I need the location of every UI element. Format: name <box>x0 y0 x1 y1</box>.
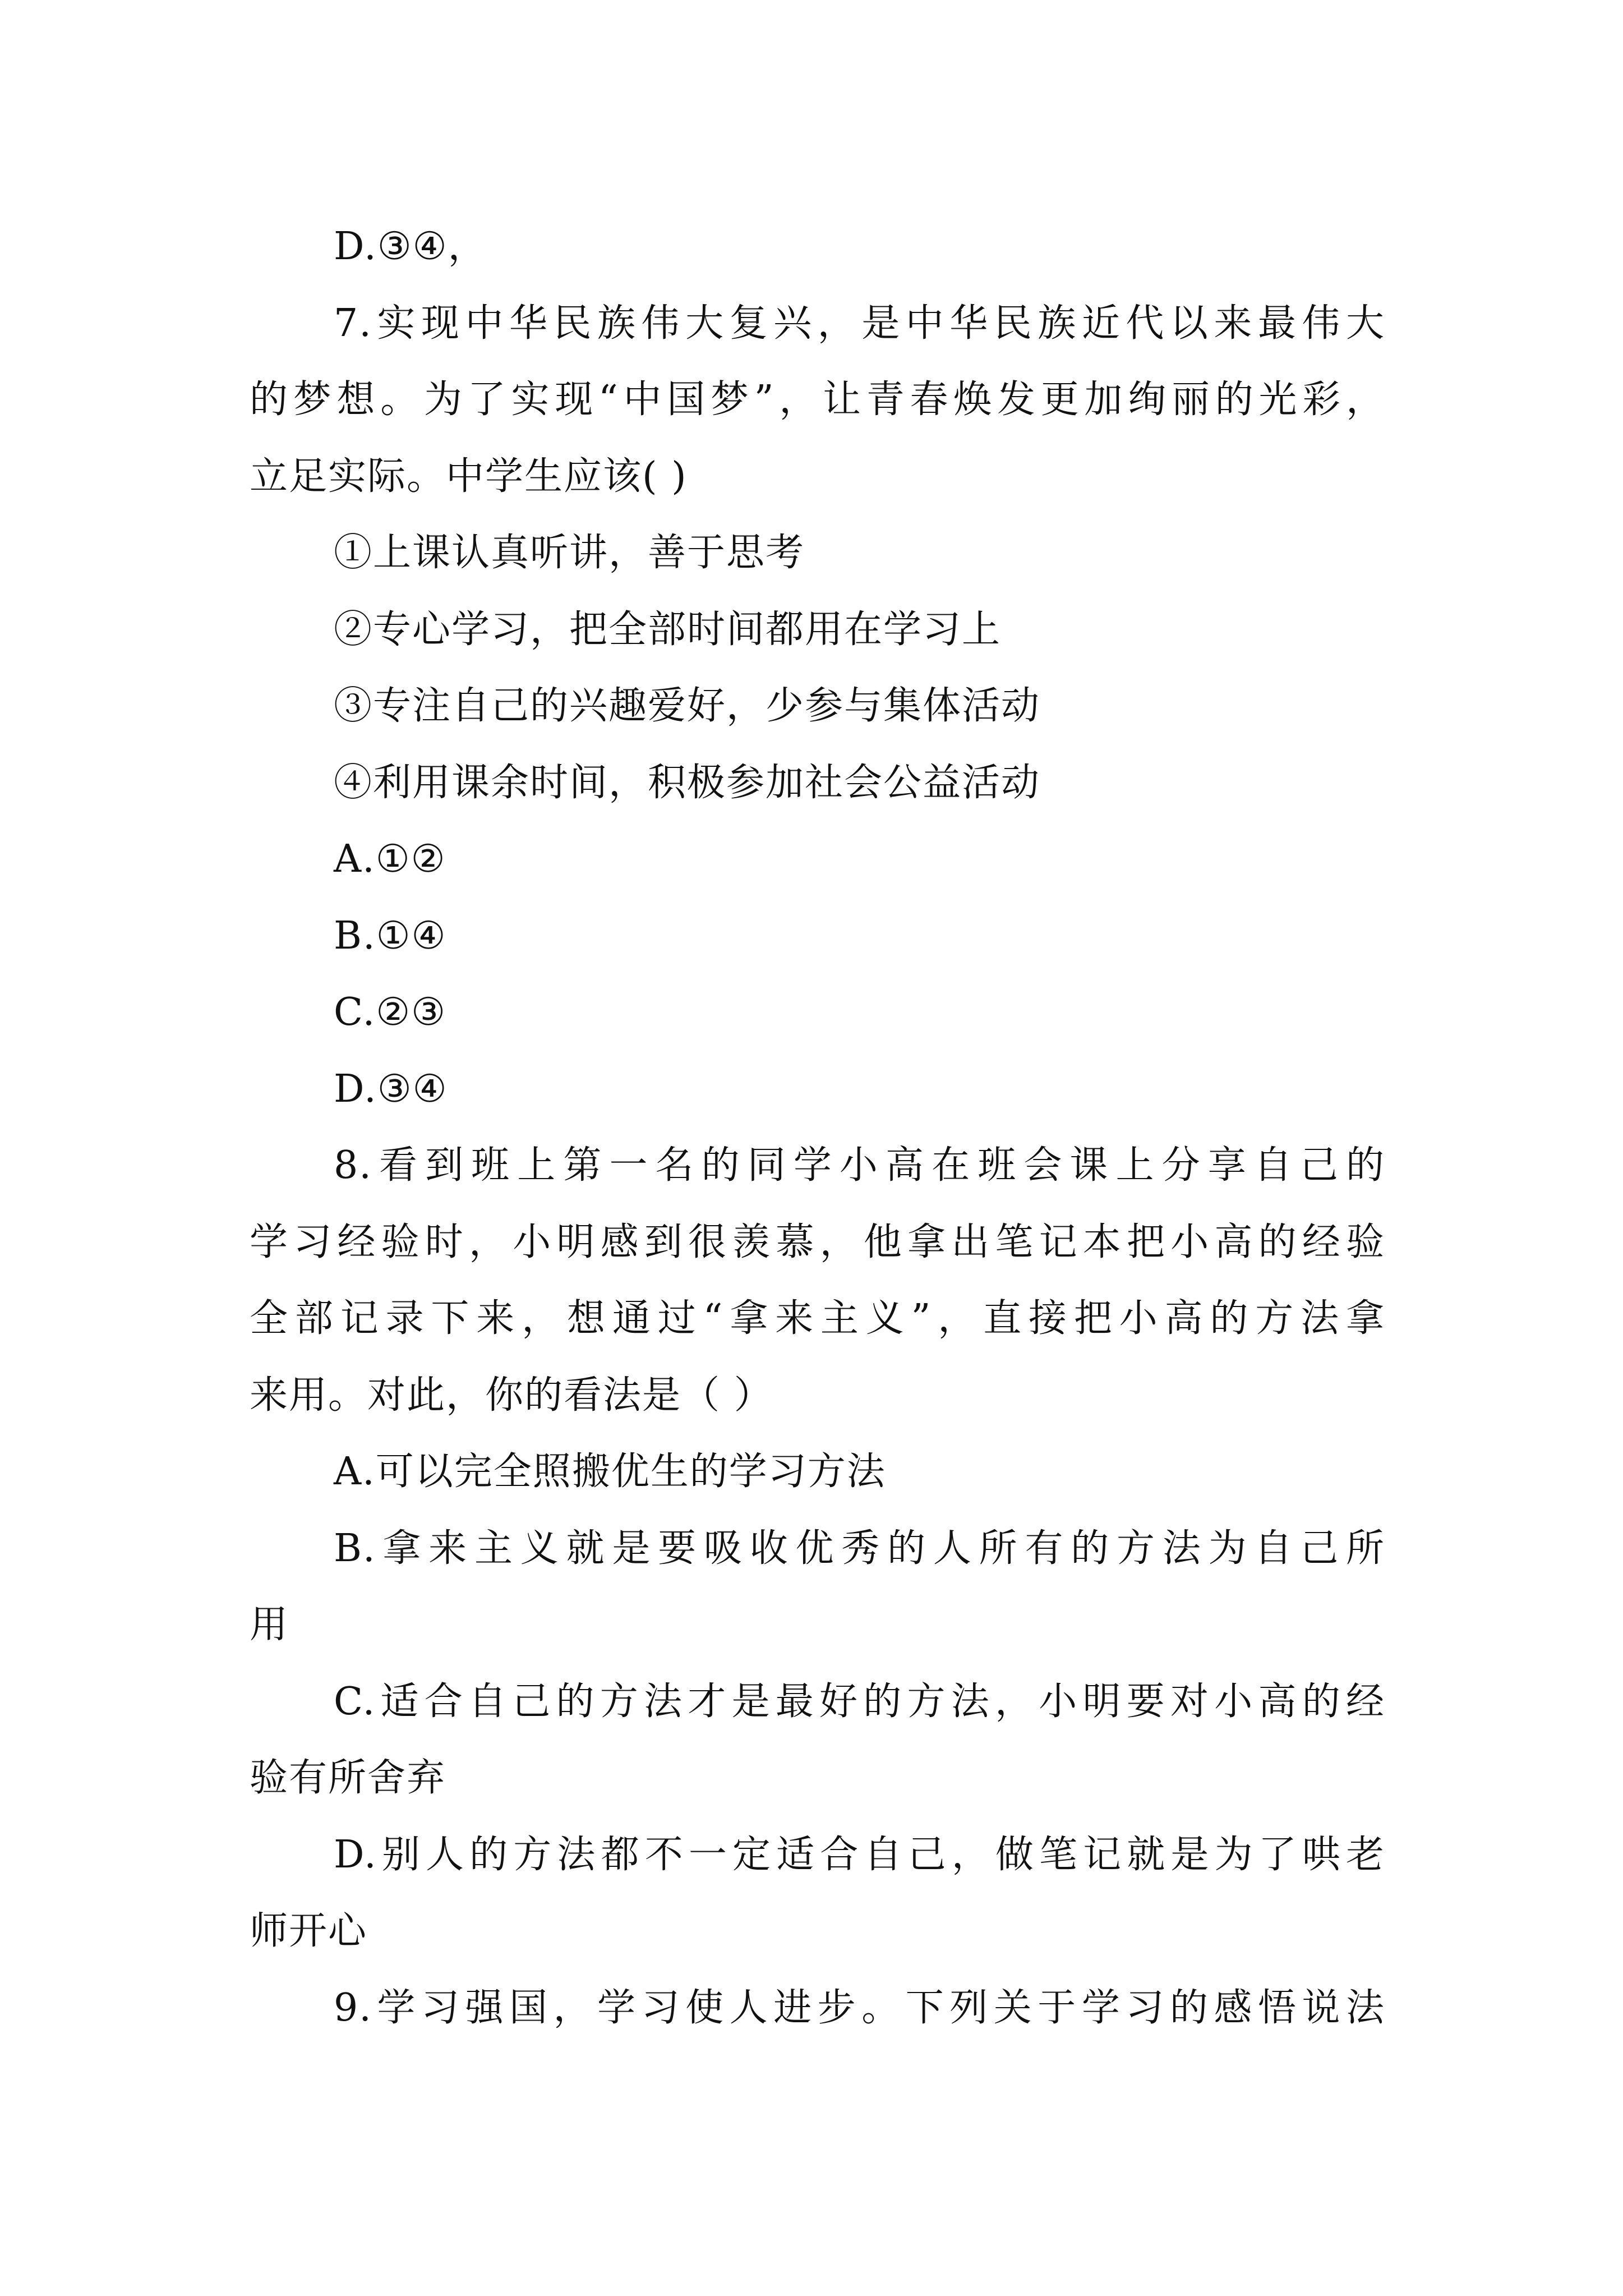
text-line: A.①② <box>334 837 446 881</box>
text-line: 全部记录下来，想通过“拿来主义”，直接把小高的方法拿 <box>250 1296 1385 1341</box>
text-line: ①上课认真听讲，善于思考 <box>334 531 805 575</box>
text-line: D.别人的方法都不一定适合自己，做笔记就是为了哄老 <box>334 1832 1385 1877</box>
text-line: 来用。对此，你的看法是（ ） <box>250 1373 773 1418</box>
text-line: 验有所舍弃 <box>250 1756 446 1800</box>
text-line: ④利用课余时间，积极参加社会公益活动 <box>334 760 1041 805</box>
text-line: C.②③ <box>334 990 447 1034</box>
text-line: 8.看到班上第一名的同学小高在班会课上分享自己的 <box>334 1143 1385 1188</box>
text-line: B.拿来主义就是要吸收优秀的人所有的方法为自己所 <box>334 1526 1385 1571</box>
document-body <box>250 209 1385 2046</box>
text-line: 9.学习强国，学习使人进步。下列关于学习的感悟说法 <box>334 1985 1385 2030</box>
text-line: 7.实现中华民族伟大复兴，是中华民族近代以来最伟大 <box>334 301 1385 346</box>
text-line: 用 <box>250 1603 289 1647</box>
text-line: 学习经验时，小明感到很羡慕，他拿出笔记本把小高的经验 <box>250 1220 1385 1264</box>
text-line: A.可以完全照搬优生的学习方法 <box>334 1450 886 1494</box>
text-line: 立足实际。中学生应该( ) <box>250 454 688 499</box>
text-line: ③专注自己的兴趣爱好，少参与集体活动 <box>334 684 1041 728</box>
text-line: D.③④ <box>334 1066 448 1111</box>
text-line: D.③④， <box>334 224 487 269</box>
text-line: 的梦想。为了实现“中国梦”，让青春焕发更加绚丽的光彩， <box>250 378 1385 422</box>
text-line: C.适合自己的方法才是最好的方法，小明要对小高的经 <box>334 1679 1385 1724</box>
text-line: B.①④ <box>334 913 447 958</box>
text-line: 师开心 <box>250 1909 368 1953</box>
text-line: ②专心学习，把全部时间都用在学习上 <box>334 607 1002 652</box>
